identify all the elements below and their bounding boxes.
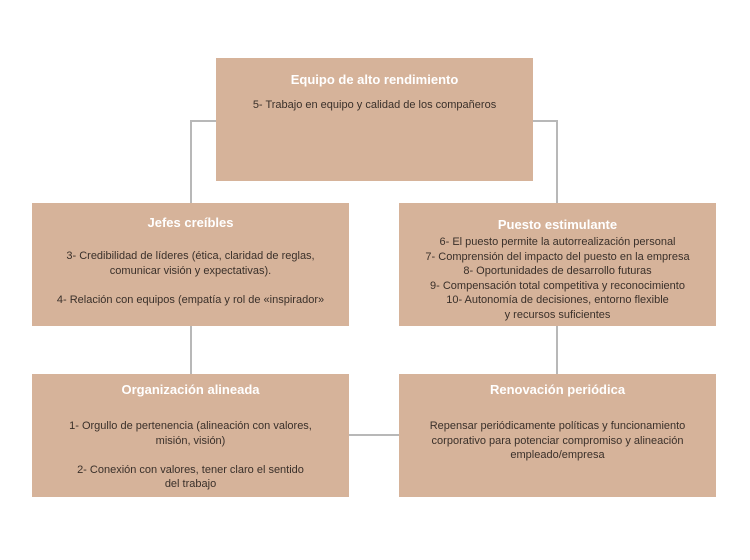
box-jefes-creibles <box>32 203 349 326</box>
box-line: 6- El puesto permite la autorrealización personal <box>439 236 676 248</box>
box-line: 9- Compensación total competitiva y reconocimiento <box>430 279 685 292</box>
connector-top-right-v <box>556 120 558 203</box>
box-line: empleado/empresa <box>510 449 605 461</box>
box-line: 10- Autonomía de decisiones, entorno flexible <box>446 294 669 306</box>
connector-right-v <box>556 326 558 374</box>
box-renovacion-periodica <box>399 374 716 497</box>
connector-top-left-v <box>190 120 192 203</box>
connector-top-left-h <box>191 120 216 122</box>
box-title: Puesto estimulante <box>497 217 618 232</box>
box-title: Equipo de alto rendimiento <box>290 72 459 87</box>
box-line: 5- Trabajo en equipo y calidad de los compañeros <box>252 99 497 111</box>
box-line: 4- Relación con equipos (empatía y rol de «inspirador» <box>56 293 325 306</box>
connector-bottom-h <box>349 434 399 436</box>
box-line: del trabajo <box>164 478 217 490</box>
connector-left-v <box>190 326 192 374</box>
box-puesto-estimulante <box>399 203 716 326</box>
box-line: y recursos suficientes <box>504 308 611 321</box>
box-line: 1- Orgullo de pertenencia (alineación con valores, <box>69 420 312 432</box>
box-line: 8- Oportunidades de desarrollo futuras <box>463 265 652 277</box>
box-line: 2- Conexión con valores, tener claro el sentido <box>77 463 304 476</box>
box-line: 7- Comprensión del impacto del puesto en la empresa <box>425 250 690 263</box>
connector-top-right-h <box>533 120 558 122</box>
box-line: corporativo para potenciar compromiso y alineación <box>431 434 684 447</box>
box-line: Repensar periódicamente políticas y funcionamiento <box>429 420 686 432</box>
box-line: misión, visión) <box>155 434 226 447</box>
box-title: Renovación periódica <box>489 382 626 397</box>
box-organizacion-alineada <box>32 374 349 497</box>
box-title: Organización alineada <box>121 382 260 397</box>
box-line: comunicar visión y expectativas). <box>109 264 272 277</box>
box-title: Jefes creíbles <box>147 215 234 230</box>
box-line: 3- Credibilidad de líderes (ética, claridad de reglas, <box>66 250 315 262</box>
box-equipo-alto-rendimiento <box>216 58 533 181</box>
